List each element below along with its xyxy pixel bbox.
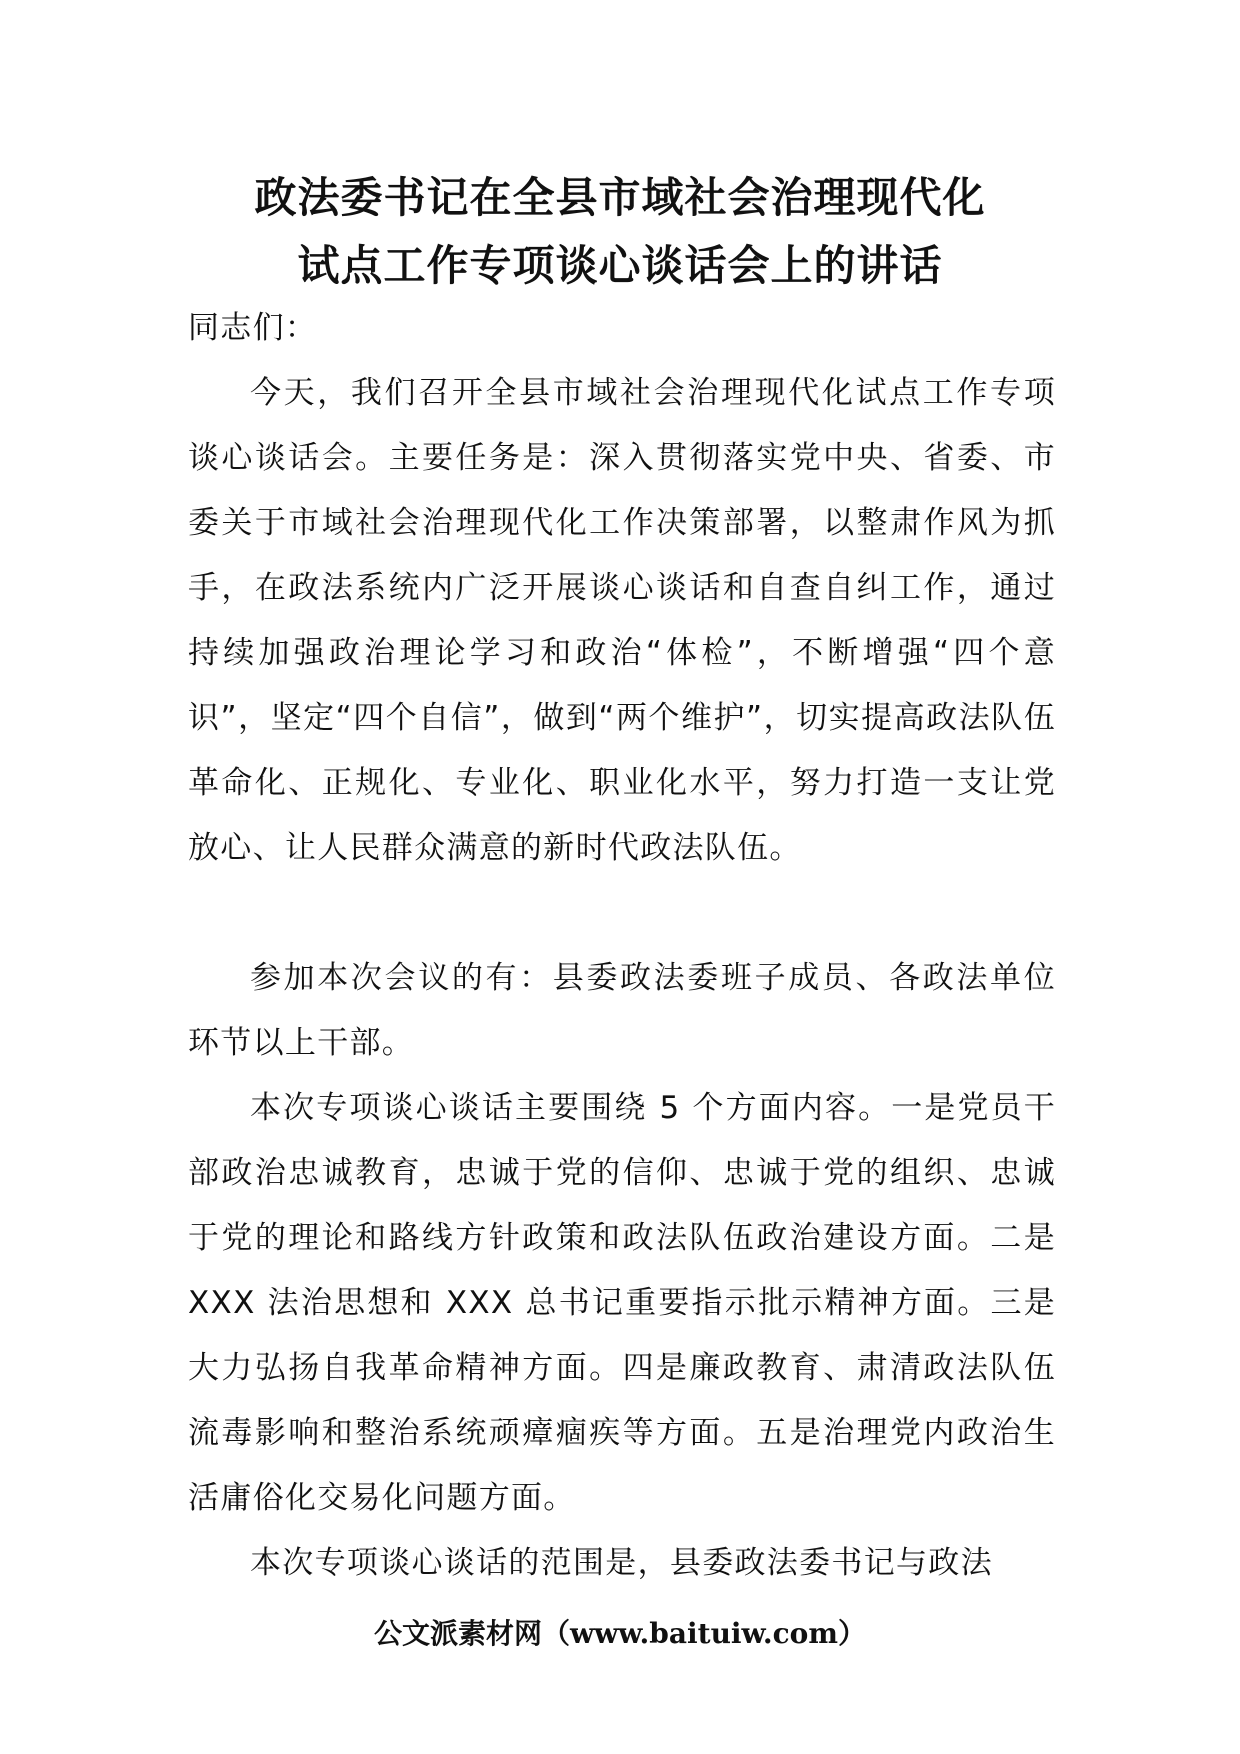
footer-watermark: 公文派素材网（www.baituiw.com） [374, 1617, 866, 1650]
paragraph-scope: 本次专项谈心谈话的范围是，县委政法委书记与政法 [250, 1545, 993, 1581]
paragraph-intro: 今天，我们召开全县市域社会治理现代化试点工作专项谈心谈话会。主要任务是：深入贯彻落实党中央、省委、市委关于市域社会治理现代化工作决策部署，以整肃作风为抓手，在政法系统内广泛开展谈心谈话和自查自纠工作，通过持续加强政治理论学习和政治“体检”，不断增强“四个意识”，坚定“四个自信”，做到“两个维护”，切实提高政法队伍革命化、正规化、专业化、职业化水平，努力打造一支让党放心、让人民群众满意的新时代政法队伍。 [188, 375, 1056, 866]
paragraph-content: 本次专项谈心谈话主要围绕 5 个方面内容。一是党员干部政治忠诚教育，忠诚于党的信仰、忠诚于党的组织、忠诚于党的理论和路线方针政策和政法队伍政治建设方面。二是 XXX 法治思想和 XXX 总书记重要指示批示精神方面。三是大力弘扬自我革命精神方面。四是廉政教育、肃清政法队伍流毒影响和整治系统顽瘴痼疾等方面。五是治理党内政治生活庸俗化交易化问题方面。 [188, 1090, 1056, 1516]
document-title-line-1: 政法委书记在全县市域社会治理现代化 [254, 173, 986, 222]
document-title-line-2: 试点工作专项谈心谈话会上的讲话 [297, 241, 943, 290]
salutation: 同志们： [188, 310, 318, 346]
paragraph-attendees: 参加本次会议的有：县委政法委班子成员、各政法单位环节以上干部。 [188, 960, 1056, 1061]
